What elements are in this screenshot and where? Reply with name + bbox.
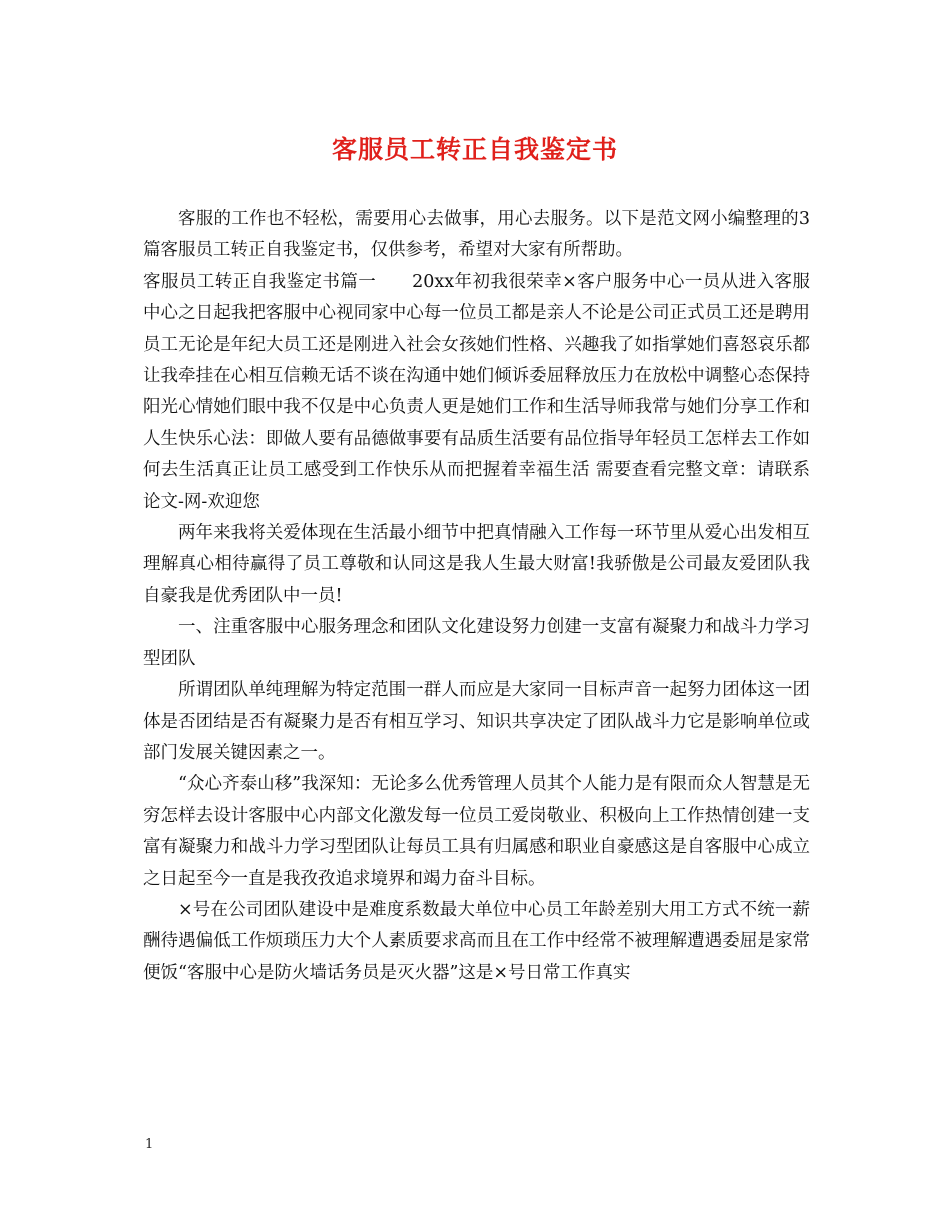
paragraph-team-difficulty: ×号在公司团队建设中是难度系数最大单位中心员工年龄差别大用工方式不统一薪酬待遇偏低工作烦琐压力大个人素质要求高而且在工作中经常不被理解遭遇委屈是家常便饭“客服中心是防火墙话务员是灭火器”这是×号日常工作真实 (143, 899, 810, 983)
section-heading-one: 一、注重客服中心服务理念和团队文化建设努力创建一支富有凝聚力和战斗力学习型团队 (143, 617, 810, 669)
document-title: 客服员工转正自我鉴定书 (331, 135, 618, 164)
paragraph-article-one: 客服员工转正自我鉴定书篇一 20xx年初我很荣幸×客户服务中心一员从进入客服中心之日起我把客服中心视同家中心每一位员工都是亲人不论是公司正式员工还是聘用员工无论是年纪大员工还是刚进入社会女孩她们性格、兴趣我了如指掌她们喜怒哀乐都让我牵挂在心相互信赖无话不谈在沟通中她们倾诉委屈释放压力在放松中调整心态保持阳光心情她们眼中我不仅是中心负责人更是她们工作和生活导师我常与她们分享工作和人生快乐心法：即做人要有品德做事要有品质生活要有品位指导年轻员工怎样去工作如何去生活真正让员工感受到工作快乐从而把握着幸福生活 需要查看完整文章：请联系 论文-网-欢迎您 (143, 271, 810, 512)
page-number: 1 (145, 1137, 154, 1152)
document-body (143, 204, 810, 989)
paragraph-two-years: 两年来我将关爱体现在生活最小细节中把真情融入工作每一环节里从爱心出发相互理解真心相待赢得了员工尊敬和认同这是我人生最大财富!我骄傲是公司最友爱团队我自豪我是优秀团队中一员! (143, 523, 810, 606)
paragraph-team-wisdom: “众心齐泰山移”我深知：无论多么优秀管理人员其个人能力是有限而众人智慧是无穷怎样去设计客服中心内部文化激发每一位员工爱岗敬业、积极向上工作热情创建一支富有凝聚力和战斗力学习型团队让每员工具有归属感和职业自豪感这是自客服中心成立之日起至今一直是我孜孜追求境界和竭力奋斗目标。 (143, 774, 810, 889)
paragraph-team-definition: 所谓团队单纯理解为特定范围一群人而应是大家同一目标声音一起努力团体这一团体是否团结是否有凝聚力是否有相互学习、知识共享决定了团队战斗力它是影响单位或部门发展关键因素之一。 (143, 680, 810, 763)
paragraph-intro: 客服的工作也不轻松，需要用心去做事，用心去服务。以下是范文网小编整理的3篇客服员工转正自我鉴定书，仅供参考，希望对大家有所帮助。 (143, 209, 810, 261)
